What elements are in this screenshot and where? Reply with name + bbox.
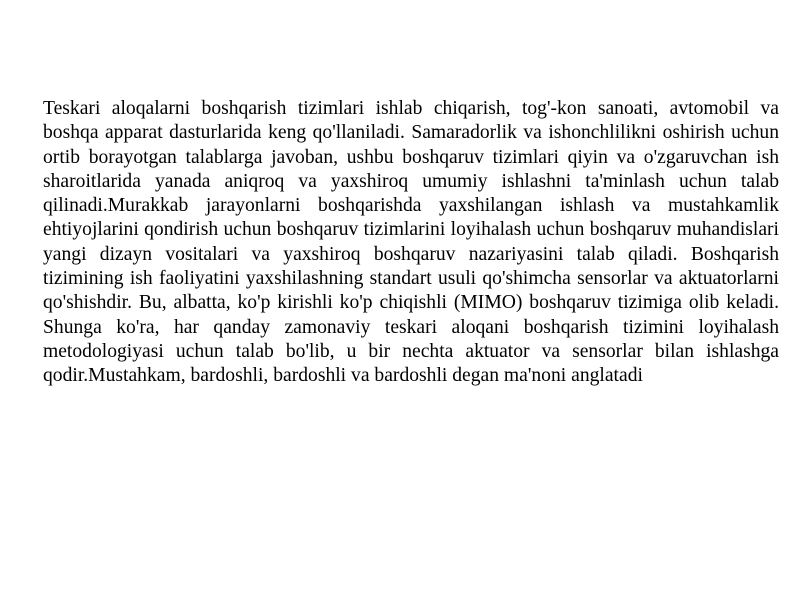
body-paragraph: Teskari aloqalarni boshqarish tizimlari ishlab chiqarish, tog'-kon sanoati, avtomobil va boshqa apparat dasturlarida keng qo'llaniladi. Samaradorlik va ishonchlilikni oshirish uchun ortib borayotgan talablarga javoban, ushbu boshqaruv tizimlari qiyin va o'zgaruvchan ish sharoitlarida yanada aniqroq va yaxshiroq umumiy ishlashni ta'minlash uchun talab qilinadi.Murakkab jarayonlarni boshqarishda yaxshilangan ishlash va mustahkamlik ehtiyojlarini qondirish uchun boshqaruv tizimlarini loyihalash uchun boshqaruv muhandislari yangi dizayn vositalari va yaxshiroq boshqaruv nazariyasini talab qiladi. Boshqarish tizimining ish faoliyatini yaxshilashning standart usuli qo'shimcha sensorlar va aktuatorlarni qo'shishdir. Bu, albatta, ko'p kirishli ko'p chiqishli (MIMO) boshqaruv tizimiga olib keladi. Shunga ko'ra, har qanday zamonaviy teskari aloqani boshqarish tizimini loyihalash metodologiyasi uchun talab bo'lib, u bir nechta aktuator va sensorlar bilan ishlashga qodir.Mustahkam, bardoshli, bardoshli va bardoshli degan ma'noni anglatadi bbox=[43, 98, 779, 387]
